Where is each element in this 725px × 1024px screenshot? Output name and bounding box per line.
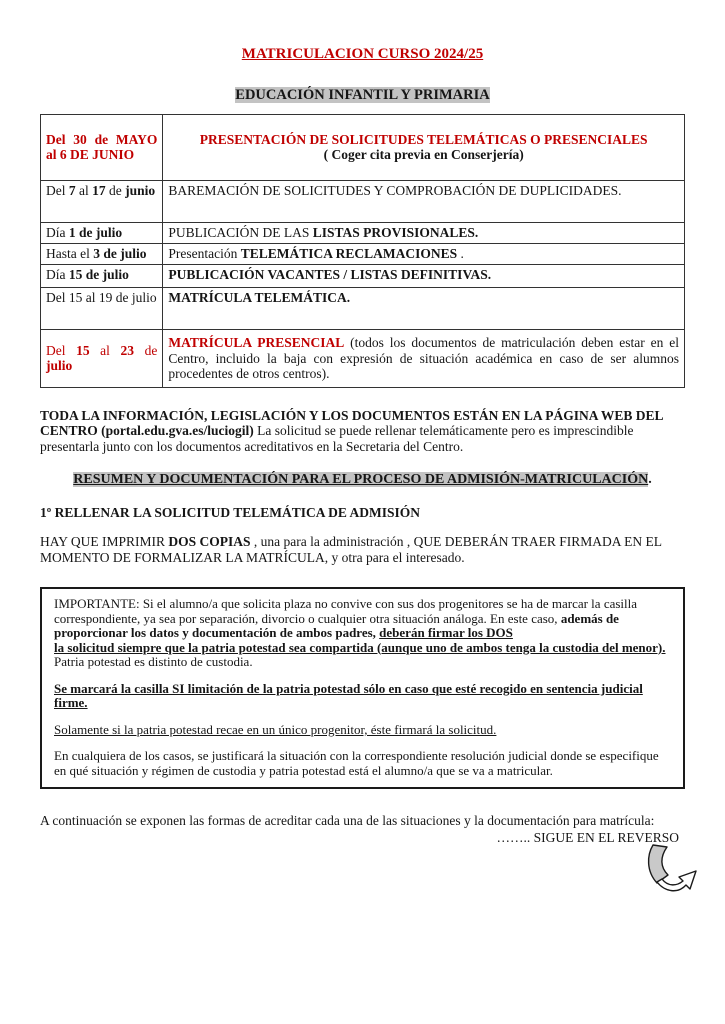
closing-paragraph: A continuación se exponen las formas de acreditar cada una de las situaciones y la documentación para matrícula: xyxy=(40,812,655,828)
description-cell: MATRÍCULA TELEMÁTICA. xyxy=(163,287,685,329)
table-row xyxy=(41,180,685,222)
schedule-table xyxy=(40,114,685,388)
table-row xyxy=(41,222,685,243)
table-row xyxy=(41,114,685,180)
table-row xyxy=(41,329,685,387)
period-cell: Del 15 al 19 de julio xyxy=(41,287,163,329)
print-instructions: HAY QUE IMPRIMIR DOS COPIAS , una para la administración , QUE DEBERÁN TRAER FIRMADA EN EL MOMENTO DE FORMALIZAR LA MATRÍCULA, y otra para el interesado. xyxy=(40,534,662,565)
box-paragraph: Se marcará la casilla SI limitación de la patria potestad sólo en caso que esté recogido en sentencia judicial firme. xyxy=(54,680,643,711)
reverse-note: …….. SIGUE EN EL REVERSO xyxy=(496,830,679,846)
description-cell: BAREMACIÓN DE SOLICITUDES Y COMPROBACIÓN DE DUPLICIDADES. xyxy=(163,180,685,222)
description-cell: PRESENTACIÓN DE SOLICITUDES TELEMÁTICAS O PRESENCIALES ( Coger cita previa en Conserjería) xyxy=(163,114,685,180)
period-cell: Día 15 de julio xyxy=(41,264,163,287)
reverse-note-wrap xyxy=(40,830,685,846)
period-cell: Del 7 al 17 de junio xyxy=(41,180,163,222)
box-paragraph: Solamente si la patria potestad recae en un único progenitor, éste firmará la solicitud. xyxy=(54,721,497,737)
document-subtitle: EDUCACIÓN INFANTIL Y PRIMARIA xyxy=(235,87,490,104)
step1-heading: 1º RELLENAR LA SOLICITUD TELEMÁTICA DE ADMISIÓN xyxy=(40,504,421,520)
section-heading: RESUMEN Y DOCUMENTACIÓN PARA EL PROCESO DE ADMISIÓN-MATRICULACIÓN. xyxy=(73,472,652,488)
period-cell: Día 1 de julio xyxy=(41,222,163,243)
box-paragraph: En cualquiera de los casos, se justificará la situación con la correspondiente resolución judicial donde se especifique en qué situación y régimen de custodia y patria potestad está el alumno/a que se va a matricular. xyxy=(54,748,659,779)
turn-over-arrow-icon xyxy=(633,844,703,898)
table-row xyxy=(41,243,685,264)
period-cell: Del 30 de MAYO al 6 DE JUNIO xyxy=(41,114,163,180)
description-cell: PUBLICACIÓN VACANTES / LISTAS DEFINITIVAS. xyxy=(163,264,685,287)
description-cell: PUBLICACIÓN DE LAS LISTAS PROVISIONALES. xyxy=(163,222,685,243)
period-cell: Del 15 al 23 de julio xyxy=(41,329,163,387)
document-title: MATRICULACION CURSO 2024/25 xyxy=(241,46,484,62)
table-row xyxy=(41,287,685,329)
info-paragraph: TODA LA INFORMACIÓN, LEGISLACIÓN Y LOS DOCUMENTOS ESTÁN EN LA PÁGINA WEB DEL CENTRO (portal.edu.gva.es/luciogil) La solicitud se puede rellenar telemáticamente pero es imprescindible presentarla junto con los documentos acreditativos en la Secretaria del Centro. xyxy=(40,407,663,454)
table-row xyxy=(41,264,685,287)
period-cell: Hasta el 3 de julio xyxy=(41,243,163,264)
description-cell: Presentación TELEMÁTICA RECLAMACIONES . xyxy=(163,243,685,264)
description-cell: MATRÍCULA PRESENCIAL (todos los documentos de matriculación deben estar en el Centro, incluido la baja con expresión de situación académica en caso de ser alumnos procedentes de otros centros). xyxy=(163,329,685,387)
important-box xyxy=(40,587,685,788)
box-paragraph: IMPORTANTE: Si el alumno/a que solicita plaza no convive con sus dos progenitores se ha de marcar la casilla correspondiente, ya sea por separación, divorcio o cualquier otra situación análoga. En este caso, además de proporcionar los datos y documentación de ambos padres, deberán firmar los DOS la solicitud siempre que la patria potestad sea compartida (aunque uno de ambos tenga la custodia del menor). Patria potestad es distinto de custodia. xyxy=(54,596,666,670)
